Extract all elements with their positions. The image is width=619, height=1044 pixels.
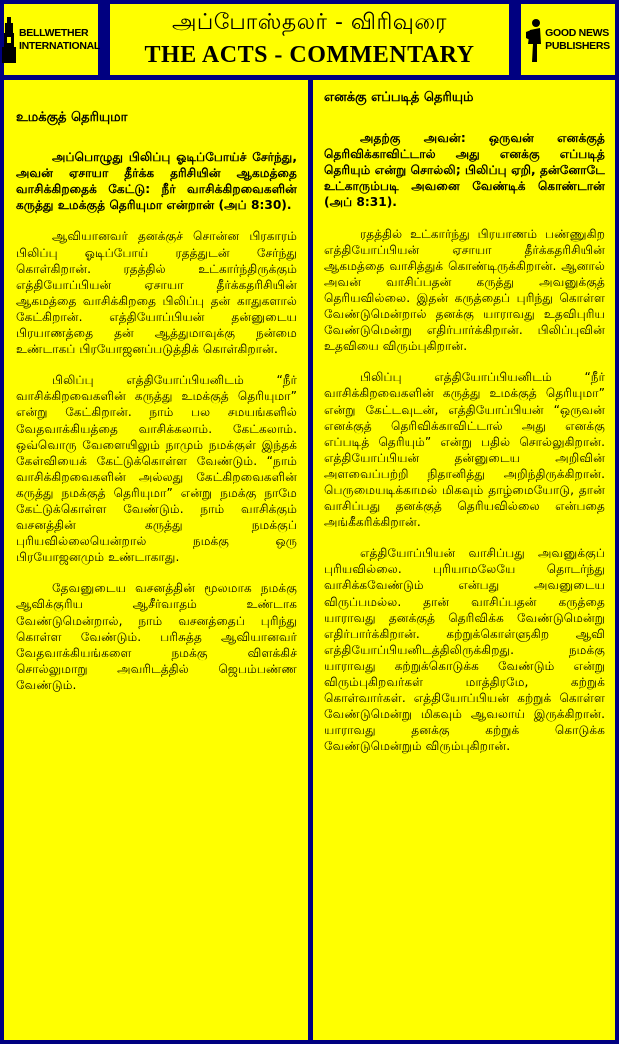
figure-icon	[526, 18, 542, 62]
left-column	[4, 80, 308, 1040]
left-logo-line2: INTERNATIONAL	[18, 39, 101, 52]
right-paragraph-2: பிலிப்பு எத்தியோப்பியனிடம் “நீர் வாசிக்கிறவைகளின் கருத்து உமக்குத் தெரியுமா” என்று கேட்டவுடன், எத்தியோப்பியன் “ஒருவன் எனக்குத் தெரிவிக்காவிட்டால் அது எனக்கு எப்படித் தெரியும்” என்று பதில் சொல்லுகிறான். எத்தியோப்பியன் தன்னுடைய அறிவின் அளவைப்பற்றி நிதானித்து அறிந்திருக்கிறான். பெருமையடிக்காமல் மிகவும் தாழ்மையோடு, தான் வாசிப்பது தனக்குத் தெரியவில்லை என்பதை அங்கீகரிக்கிறான்.	[324, 370, 605, 530]
right-paragraph-3: எத்தியோப்பியன் வாசிப்பது அவனுக்குப் புரியவில்லை. புரியாமலேயே தொடர்ந்து வாசிக்கவேண்டும் என்பது அவனுடைய விருப்பமல்ல. தான் வாசிப்பதன் கருத்தை யாராவது தனக்குத் தெரிவிக்க வேண்டுமென்று எதிர்பார்க்கிறான். கற்றுக்கொள்ளுகிற ஆவி எத்தியோப்பியனிடத்திலிருக்கிறது. நமக்கு யாராவது கற்றுக்கொடுக்க வேண்டும் என்று விரும்புகிறவர்கள் மாத்திரமே, கற்றுக் கொள்வார்கள். எத்தியோப்பியன் கற்றுக் கொள்ள வேண்டுமென்று மிகவும் ஆவலாய் இருக்கிறான். யாராவது தனக்கு கற்றுக் கொடுக்க வேண்டுமென்றும் விரும்புகிறான்.	[324, 546, 605, 754]
left-paragraph-2: பிலிப்பு எத்தியோப்பியனிடம் “நீர் வாசிக்கிறவைகளின் கருத்து உமக்குத் தெரியுமா” என்று கேட்கிறான். நாம் பல சமயங்களில் வேதவாக்கியத்தை வாசிக்கலாம். கேட்கலாம். ஒவ்வொரு வேளையிலும் நாமும் நமக்குள் இந்தக் கேள்வியைக் கேட்டுக்கொள்ள வேண்டும். “நாம் வாசிக்கிறவைகளின் அல்லது கேட்கிறவைகளின் கருத்து நமக்குத் தெரியுமா” என்று நமக்கு நாமே கேட்டுக்கொள்ள வேண்டும். நாம் வாசிக்கும் வசனத்தின் கருத்து நமக்குப் புரியவில்லையென்றால் நமக்கு ஒரு பிரயோஜனமும் உண்டாகாது.	[16, 373, 297, 565]
left-logo-line1: BELLWETHER	[18, 26, 89, 39]
right-logo-line2: PUBLISHERS	[545, 39, 610, 52]
page-title-tamil: அப்போஸ்தலர் - விரிவுரை	[171, 10, 448, 35]
left-paragraph-1: ஆவியானவர் தனக்குச் சொன்ன பிரகாரம் பிலிப்பு ஓடிப்போய் ரதத்துடன் சேர்ந்து கொள்கிறான். ரதத்தில் உட்கார்ந்திருக்கும் எத்தியோப்பியன் ஏசாயா தீர்க்கதரிசியின் ஆகமத்தை வாசிக்கிறதை பிலிப்பு தன் காதுகளால் கேட்கிறான். எத்தியோப்பியன் தன்னுடைய பிரயாணத்தை தன் ஆத்துமாவுக்கு நன்மை உண்டாகப் பிரயோஜனப்படுத்திக் கொள்கிறான்.	[16, 229, 297, 357]
bell-tower-icon	[2, 17, 16, 63]
left-paragraph-3: தேவனுடைய வசனத்தின் மூலமாக நமக்கு ஆவிக்குரிய ஆசீர்வாதம் உண்டாக வேண்டுமென்றால், நாம் வசனத்தைப் புரிந்து கொள்ள வேண்டும். பரிசுத்த ஆவியானவர் வேதவாக்கியங்களை நமக்கு விளக்கிச் சொல்லுமாறு அவரிடத்தில் ஜெபம்பண்ண வேண்டும்.	[16, 581, 297, 692]
page-title-english: THE ACTS - COMMENTARY	[144, 42, 475, 68]
left-column-heading: உமக்குத் தெரியுமா	[16, 110, 128, 125]
good-news-logo	[521, 4, 615, 75]
right-column-heading: எனக்கு எப்படித் தெரியும்	[324, 90, 474, 105]
title-panel	[110, 4, 509, 75]
bellwether-logo	[4, 4, 101, 75]
right-column	[313, 80, 615, 1040]
right-logo-line1: GOOD NEWS	[545, 26, 609, 39]
left-verse-paragraph: அப்பொழுது பிலிப்பு ஓடிப்போய்ச் சேர்ந்து, அவன் ஏசாயா தீர்க்க தரிசியின் ஆகமத்தை வாசிக்கிறதைக் கேட்டு: நீர் வாசிக்கிறவைகளின் கருத்து உமக்குத் தெரியுமா என்றான் (அப் 8:30).	[16, 150, 297, 213]
page-header	[0, 0, 619, 80]
right-paragraph-1: ரதத்தில் உட்கார்ந்து பிரயாணம் பண்ணுகிற எத்தியோப்பியன் ஏசாயா தீர்க்கதரிசியின் ஆகமத்தை வாசித்துக் கொண்டிருக்கிறான். ஆனால் அவன் வாசிப்பதன் கருத்து அவனுக்குத் தெரியவில்லை. இதன் கருத்தைப் புரிந்து கொள்ள வேண்டுமென்றால் தனக்கு யாராவது உதவிபுரிய வேண்டுமென்று எதிர்பார்க்கிறான். பிலிப்புவின் உதவியை விரும்புகிறான்.	[324, 226, 605, 354]
right-verse-paragraph: அதற்கு அவன்: ஒருவன் எனக்குத் தெரிவிக்காவிட்டால் அது எனக்கு எப்படித் தெரியும் என்று சொல்லி; பிலிப்பு ஏறி, தன்னோடே உட்காரும்படி அவனை வேண்டிக் கொண்டான் (அப் 8:31).	[324, 131, 605, 210]
